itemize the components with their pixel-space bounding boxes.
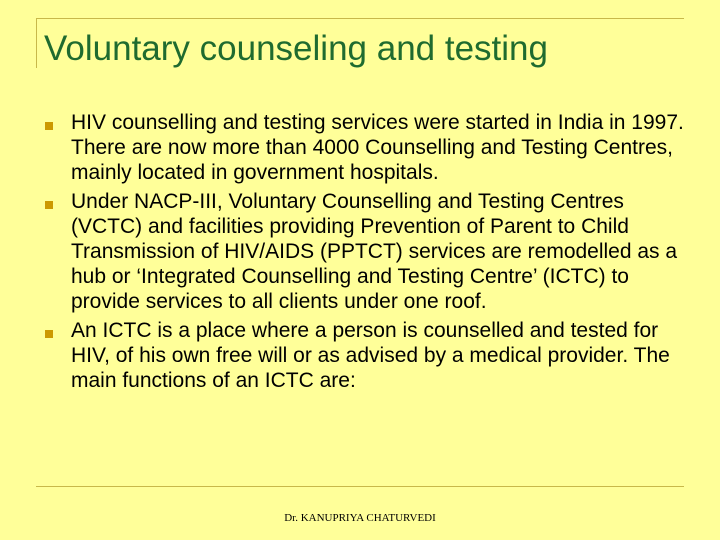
title-left-rule [36, 18, 37, 68]
footer-rule [36, 486, 684, 487]
bullet-text: An ICTC is a place where a person is counselled and tested for HIV, of his own free will or as advised by a medical provider. The main functions of an ICTC are: [71, 319, 670, 392]
bullet-list [40, 110, 690, 397]
footer-author: Dr. KANUPRIYA CHATURVEDI [284, 512, 436, 524]
bullet-item [40, 318, 690, 393]
square-bullet-icon [45, 122, 53, 130]
bullet-item [40, 189, 690, 314]
square-bullet-icon [45, 330, 53, 338]
bullet-text: HIV counselling and testing services were started in India in 1997. There are now more than 4000 Counselling and Testing Centres, mainly located in government hospitals. [71, 111, 684, 184]
bullet-text: Under NACP-III, Voluntary Counselling and Testing Centres (VCTC) and facilities providing Prevention of Parent to Child Transmission of HIV/AIDS (PPTCT) services are remodelled as a hub or ‘Integrated Counselling and Testing Centre’ (ICTC) to provide services to all clients under one roof. [71, 190, 678, 313]
slide-title: Voluntary counseling and testing [44, 29, 548, 68]
square-bullet-icon [45, 201, 53, 209]
bullet-item [40, 110, 690, 185]
top-rule [36, 18, 684, 19]
